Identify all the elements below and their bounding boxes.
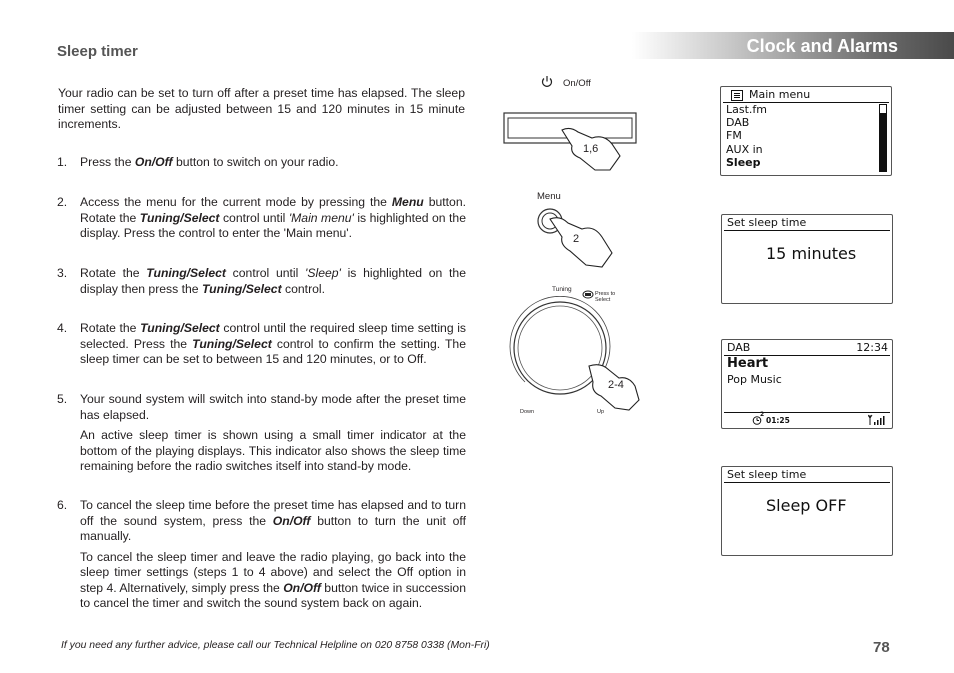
display-main-menu <box>720 86 892 176</box>
timer-remaining: 01:25 <box>766 416 790 425</box>
onoff-button-illustration <box>500 108 640 188</box>
step-body <box>80 498 466 612</box>
italic-term: 'Sleep' <box>305 266 341 280</box>
menu-item-aux: AUX in <box>726 143 763 156</box>
bold-term: Tuning/Select <box>192 336 272 351</box>
step-paragraph <box>80 498 466 545</box>
divider <box>724 230 890 231</box>
power-icon <box>540 75 554 89</box>
bold-term: On/Off <box>272 513 311 528</box>
signal-strength-icon <box>868 414 886 426</box>
step-number: 1. <box>57 155 68 169</box>
page-number: 78 <box>873 639 890 656</box>
step-number: 4. <box>57 321 68 335</box>
step-number: 5. <box>57 392 68 406</box>
press-select-label-2: Select <box>595 297 611 303</box>
text-run: control until <box>225 266 306 280</box>
genre-label: Pop Music <box>727 373 782 386</box>
bold-term: Tuning/Select <box>201 281 282 296</box>
text-run: control until the required sleep time setting is selected. Press the <box>80 321 467 351</box>
scrollbar-thumb <box>880 113 886 171</box>
text-run: button to turn the unit off manually. <box>80 513 466 543</box>
up-label: Up <box>597 409 605 415</box>
station-name: Heart <box>727 356 769 371</box>
text-run: To cancel the sleep time before the preset time has elapsed and to turn off the sound system, press the <box>80 498 466 528</box>
italic-term: 'Main menu' <box>288 210 354 225</box>
sleep-title: Set sleep time <box>727 216 807 229</box>
main-menu-title: Main menu <box>749 88 811 101</box>
text-run: is highlighted on the display. Press the control to enter the 'Main menu'. <box>80 210 466 240</box>
menu-item-sleep: Sleep <box>726 156 761 169</box>
section-banner <box>632 32 954 59</box>
display-sleep-off <box>721 466 893 556</box>
bold-term: Tuning/Select <box>139 210 220 225</box>
bold-term: Tuning/Select <box>146 266 226 280</box>
section-title: Clock and Alarms <box>746 36 898 56</box>
step-4 <box>57 321 466 373</box>
scrollbar <box>879 104 887 172</box>
step-paragraph <box>80 392 466 423</box>
bold-term: Menu <box>391 195 424 209</box>
sleep-value: Sleep OFF <box>766 496 847 515</box>
step-paragraph <box>80 550 466 612</box>
mode-label: DAB <box>727 341 751 354</box>
step-body <box>80 195 466 242</box>
menu-item-fm: FM <box>726 129 742 142</box>
text-run: control to confirm the setting. The sleep timer can be set to between 15 and 120 minutes, or to Off. <box>80 336 466 366</box>
step-body <box>80 321 466 368</box>
text-run: is highlighted on the display then press the <box>80 266 466 296</box>
pointing-hand-icon <box>550 218 612 267</box>
step-body <box>80 155 466 171</box>
menu-list-icon <box>731 90 743 101</box>
bold-term: On/Off <box>134 155 173 169</box>
tuning-knob-illustration <box>505 296 645 416</box>
menu-item-dab: DAB <box>726 116 750 129</box>
down-label: Down <box>520 409 535 415</box>
display-playing <box>721 339 893 429</box>
menu-step-label: 2 <box>573 233 580 245</box>
text-run: Press the <box>80 155 135 169</box>
step-3 <box>57 266 466 302</box>
step-paragraph <box>80 195 466 242</box>
text-run: Your sound system will switch into stand-by mode after the preset time has elapsed. <box>80 392 466 422</box>
text-run: button. Rotate the <box>80 195 466 225</box>
step-number: 6. <box>57 498 68 512</box>
timer-icon-digit: 2 <box>760 411 765 418</box>
status-divider <box>724 412 890 413</box>
intro-paragraph: Your radio can be set to turn off after a preset time has elapsed. The sleep timer setting can be adjusted between 15 and 120 minutes in 15 minute increments. <box>58 86 465 131</box>
step-2 <box>57 195 466 247</box>
bold-term: On/Off <box>283 580 321 595</box>
step-paragraph <box>80 321 466 368</box>
step-1 <box>57 155 466 176</box>
text-run: control until <box>219 210 289 225</box>
text-run: An active sleep timer is shown using a small timer indicator at the bottom of the playing displays. This indicator also shows the sleep time remaining before the radio switches itself into stand-by mode. <box>80 428 466 473</box>
onoff-label: On/Off <box>563 78 591 89</box>
text-run: Rotate the <box>80 321 141 335</box>
tuning-step-label: 2-4 <box>608 379 624 391</box>
clock-time: 12:34 <box>856 341 888 354</box>
helpline-footer: If you need any further advice, please call our Technical Helpline on 020 8758 0338 (Mon-Fri) <box>61 640 490 651</box>
onoff-step-label: 1,6 <box>583 143 599 155</box>
step-number: 2. <box>57 195 68 209</box>
tuning-label: Tuning <box>552 286 572 293</box>
text-run: button to switch on your radio. <box>172 155 339 169</box>
menu-label: Menu <box>537 191 561 202</box>
menu-item-lastfm: Last.fm <box>726 103 767 116</box>
press-select-label-1: Press to <box>595 291 616 297</box>
sleep-title: Set sleep time <box>727 468 807 481</box>
step-body <box>80 266 466 297</box>
bold-term: Tuning/Select <box>140 321 220 335</box>
step-6 <box>57 498 466 617</box>
text-run: Access the menu for the current mode by pressing the <box>80 195 392 209</box>
text-run: button twice in succession to cancel the timer and switch the sound system back on again. <box>80 580 466 610</box>
page-heading: Sleep timer <box>57 43 138 60</box>
display-sleep-15 <box>721 214 893 304</box>
text-run: To cancel the sleep timer and leave the radio playing, go back into the sleep timer settings (steps 1 to 4 above) and select the Off option in step 4. Alternatively, simply press the <box>80 549 466 595</box>
step-5 <box>57 392 466 480</box>
divider <box>724 482 890 483</box>
step-paragraph <box>80 428 466 475</box>
sleep-value: 15 minutes <box>766 244 857 263</box>
step-number: 3. <box>57 266 68 280</box>
step-paragraph <box>80 155 466 171</box>
step-paragraph <box>80 266 466 297</box>
text-run: control. <box>281 281 325 296</box>
step-body <box>80 392 466 475</box>
text-run: Rotate the <box>80 266 147 280</box>
